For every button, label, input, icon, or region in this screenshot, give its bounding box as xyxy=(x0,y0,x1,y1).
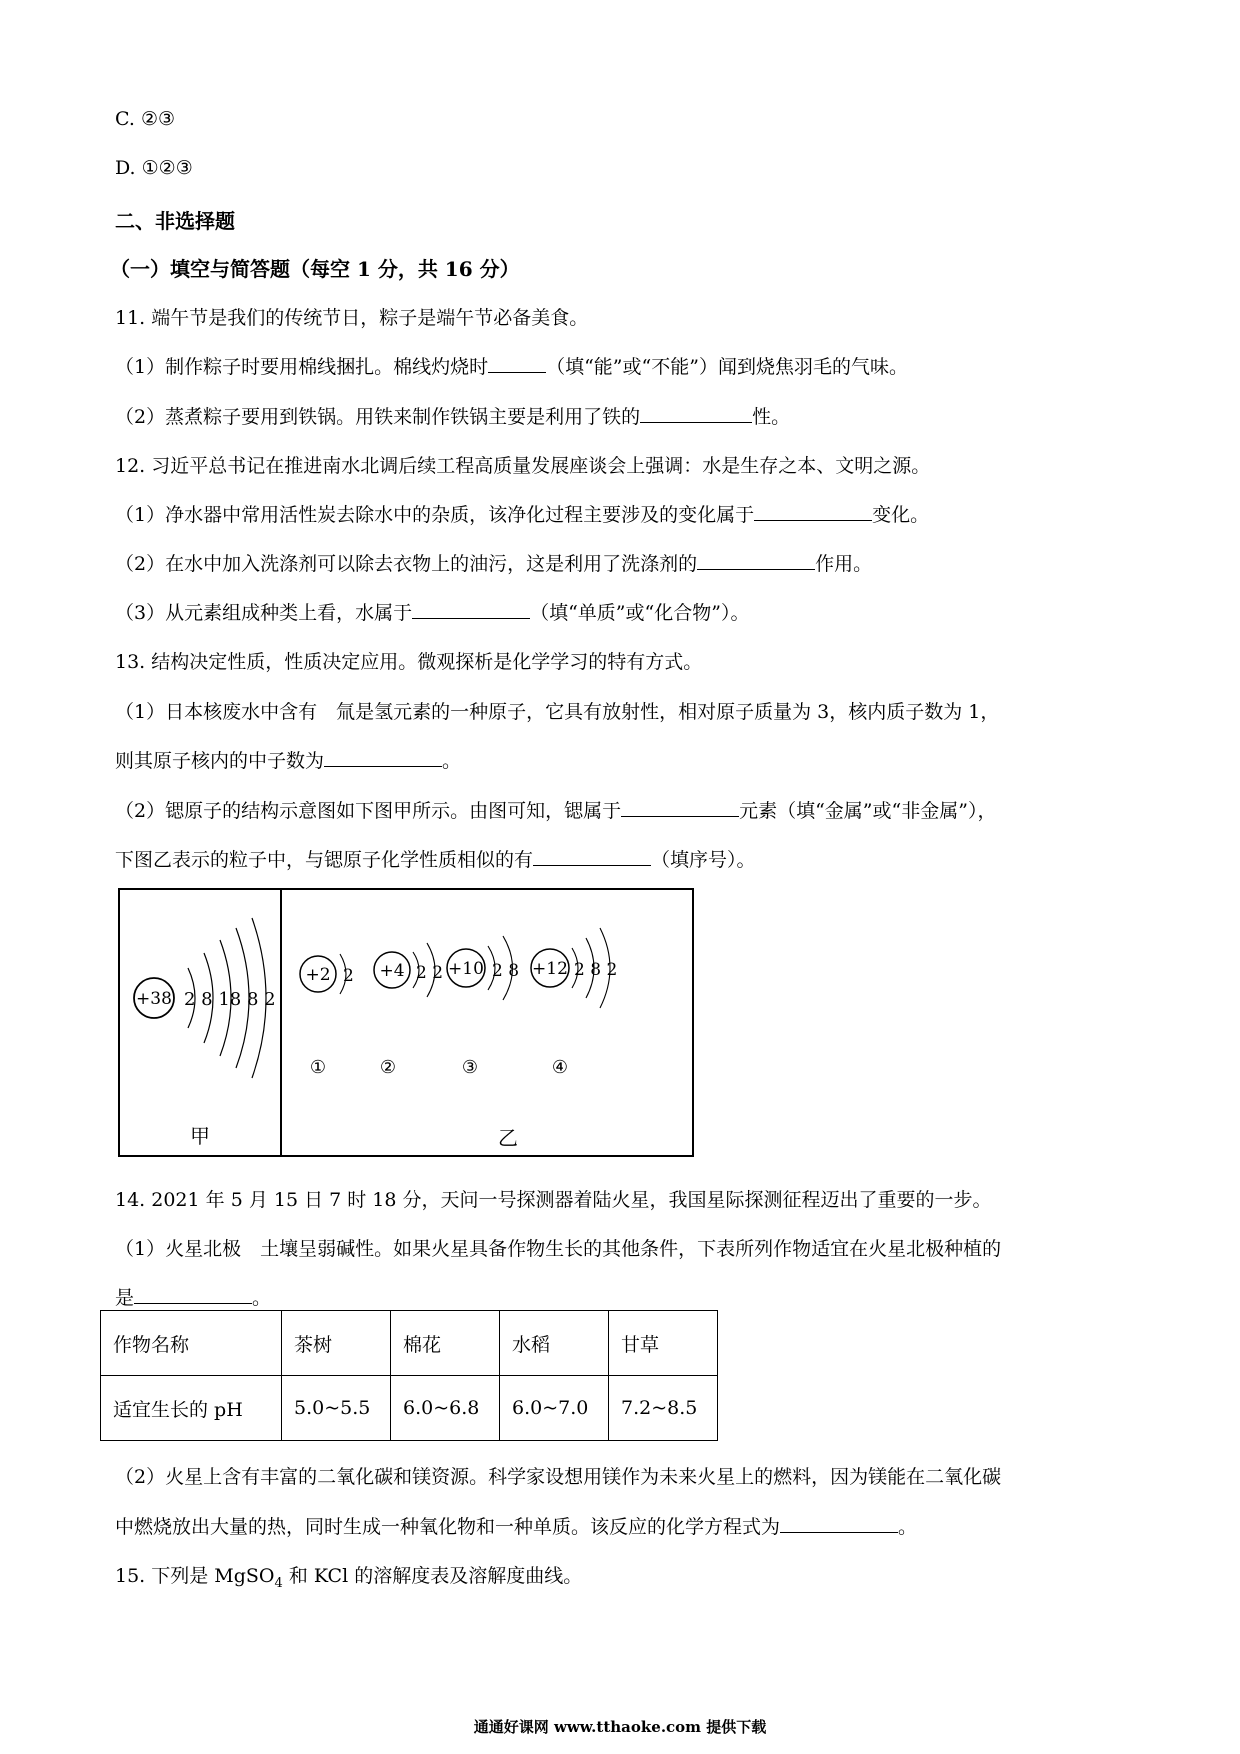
page-footer: 通通好课网 www.tthaoke.com 提供下载 xyxy=(473,1718,767,1736)
table-cell: 适宜生长的 pH xyxy=(101,1376,282,1441)
table-row xyxy=(101,1376,718,1441)
q14-part2-line2: 中燃烧放出大量的热，同时生成一种氧化物和一种单质。该反应的化学方程式为 。 xyxy=(115,1516,918,1538)
svg-text:2 8 2: 2 8 2 xyxy=(574,960,618,980)
strontium-atom xyxy=(134,918,276,1078)
q14-part1-line1: （1）火星北极 土壤呈弱碱性。如果火星具备作物生长的其他条件，下表所列作物适宜在火星北极种植的 xyxy=(115,1238,1002,1260)
svg-text:+4: +4 xyxy=(379,961,405,981)
section-subtitle: （一）填空与简答题（每空 1 分，共 16 分） xyxy=(110,257,520,281)
svg-text:①: ① xyxy=(309,1057,327,1078)
table-row xyxy=(101,1311,718,1376)
svg-text:2 8: 2 8 xyxy=(492,961,520,981)
answer-blank[interactable] xyxy=(134,1285,252,1304)
svg-text:+2: +2 xyxy=(305,965,331,985)
answer-blank[interactable] xyxy=(697,551,815,570)
q13-part2-line1: （2）锶原子的结构示意图如下图甲所示。由图可知，锶属于 元素（填“金属”或“非金属”）， xyxy=(115,800,997,822)
answer-blank[interactable] xyxy=(324,748,442,767)
q11-part1: （1）制作粽子时要用棉线捆扎。棉线灼烧时 （填“能”或“不能”）闻到烧焦羽毛的气味。 xyxy=(115,356,908,378)
q11-stem: 11. 端午节是我们的传统节日，粽子是端午节必备美食。 xyxy=(115,307,589,329)
q11-part2: （2）蒸煮粽子要用到铁锅。用铁来制作铁锅主要是利用了铁的 性。 xyxy=(115,406,791,428)
q13-part1-line1: （1）日本核废水中含有 氚是氢元素的一种原子，它具有放射性，相对原子质量为 3，核内质子数为 1， xyxy=(115,701,1000,723)
strontium-shells-label: 2 8 18 8 2 xyxy=(184,989,276,1010)
strontium-nucleus-label: +38 xyxy=(136,989,172,1009)
q13-part2-line2: 下图乙表示的粒子中，与锶原子化学性质相似的有 （填序号）。 xyxy=(115,849,756,871)
particle-1 xyxy=(300,954,354,1078)
svg-text:2 2: 2 2 xyxy=(416,963,444,983)
svg-text:+10: +10 xyxy=(448,959,484,979)
q12-stem: 12. 习近平总书记在推进南水北调后续工程高质量发展座谈会上强调：水是生存之本、文明之源。 xyxy=(115,455,931,477)
table-cell: 6.0~7.0 xyxy=(500,1376,609,1441)
q14-part1-line2: 是 。 xyxy=(115,1287,272,1309)
svg-text:+12: +12 xyxy=(532,959,568,979)
q13-stem: 13. 结构决定性质，性质决定应用。微观探析是化学学习的特有方式。 xyxy=(115,651,703,673)
table-cell: 甘草 xyxy=(609,1311,718,1376)
particle-2 xyxy=(374,943,443,1078)
crop-ph-table xyxy=(100,1310,718,1441)
particle-3 xyxy=(447,936,519,1078)
svg-text:③: ③ xyxy=(461,1057,479,1078)
q12-part1: （1）净水器中常用活性炭去除水中的杂质，该净化过程主要涉及的变化属于 变化。 xyxy=(115,504,930,526)
option-c: C. ②③ xyxy=(115,108,176,130)
answer-blank[interactable] xyxy=(754,502,872,521)
q13-part1-line2: 则其原子核内的中子数为 。 xyxy=(115,750,462,772)
particle-4 xyxy=(531,928,617,1078)
q14-part2-line1: （2）火星上含有丰富的二氧化碳和镁资源。科学家设想用镁作为未来火星上的燃料，因为镁能在二氧化碳 xyxy=(115,1466,1002,1488)
svg-text:②: ② xyxy=(379,1057,397,1078)
answer-blank[interactable] xyxy=(488,354,546,373)
table-cell: 6.0~6.8 xyxy=(391,1376,500,1441)
table-cell: 5.0~5.5 xyxy=(282,1376,391,1441)
section-title: 二、非选择题 xyxy=(115,209,235,233)
atomic-structure-diagram xyxy=(118,888,694,1158)
answer-blank[interactable] xyxy=(412,600,530,619)
answer-blank[interactable] xyxy=(621,798,739,817)
table-cell: 水稻 xyxy=(500,1311,609,1376)
label-jia: 甲 xyxy=(190,1124,210,1148)
q12-part2: （2）在水中加入洗涤剂可以除去衣物上的油污，这是利用了洗涤剂的 作用。 xyxy=(115,553,873,575)
answer-blank[interactable] xyxy=(640,404,752,423)
answer-blank[interactable] xyxy=(780,1514,898,1533)
option-d: D. ①②③ xyxy=(115,157,193,179)
q12-part3: （3）从元素组成种类上看，水属于 （填“单质”或“化合物”）。 xyxy=(115,602,750,624)
table-cell: 7.2~8.5 xyxy=(609,1376,718,1441)
svg-text:④: ④ xyxy=(551,1057,569,1078)
table-cell: 茶树 xyxy=(282,1311,391,1376)
svg-text:2: 2 xyxy=(343,966,354,986)
q14-stem: 14. 2021 年 5 月 15 日 7 时 18 分，天问一号探测器着陆火星，我国星际探测征程迈出了重要的一步。 xyxy=(115,1189,992,1211)
q15-stem: 15. 下列是 MgSO$_4$ 和 KCl 的溶解度表及溶解度曲线。 xyxy=(115,1565,583,1591)
label-yi: 乙 xyxy=(498,1126,518,1150)
table-cell: 作物名称 xyxy=(101,1311,282,1376)
table-cell: 棉花 xyxy=(391,1311,500,1376)
answer-blank[interactable] xyxy=(533,847,651,866)
